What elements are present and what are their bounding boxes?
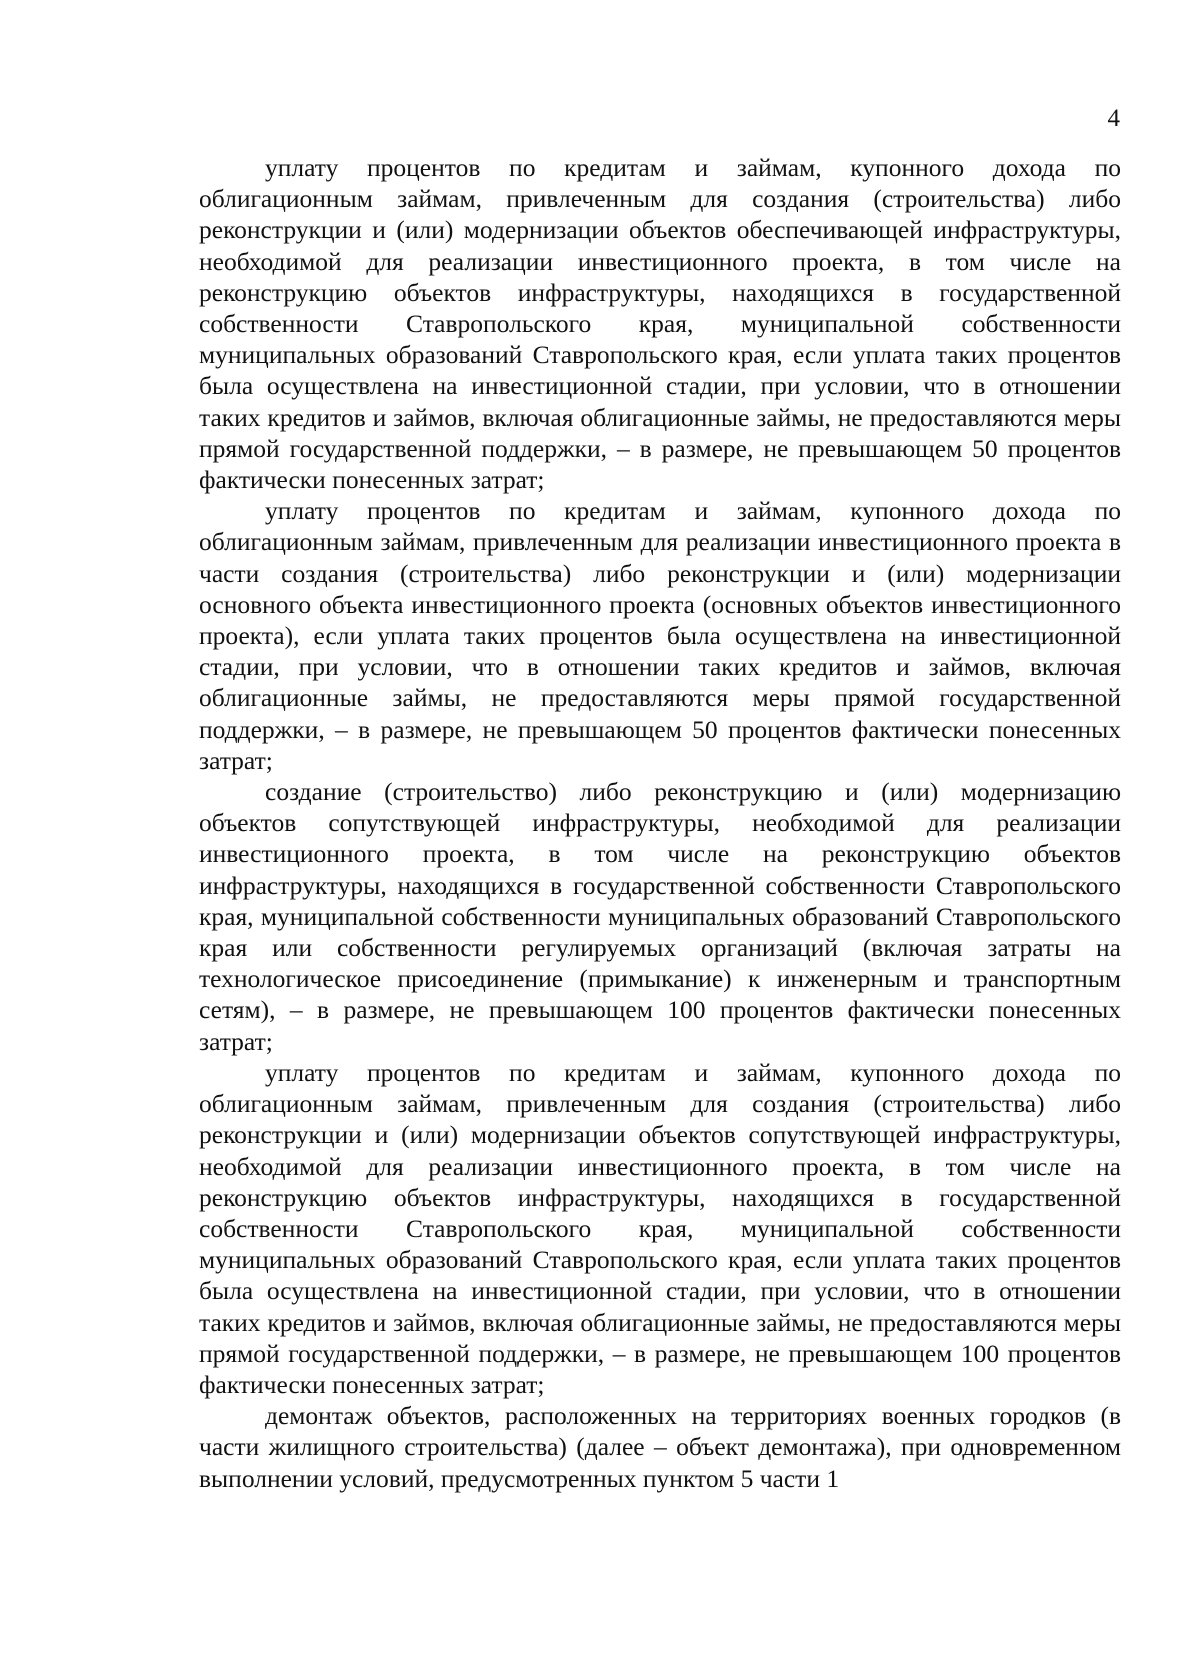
paragraph: уплату процентов по кредитам и займам, купонного дохода по облигационным займам, привлеченным для создания (строительства) либо реконструкции и (или) модернизации объектов сопутствующей инфраструктуры, необходимой для реализации инвестиционного проекта, в том числе на реконструкцию объектов инфраструктуры, находящихся в государственной собственности Ставропольского края, муниципальной собственности муниципальных образований Ставропольского края, если уплата таких процентов была осуществлена на инвестиционной стадии, при условии, что в отношении таких кредитов и займов, включая облигационные займы, не предоставляются меры прямой государственной поддержки, – в размере, не превышающем 100 процентов фактически понесенных затрат; — [199, 1057, 1121, 1399]
paragraph: демонтаж объектов, расположенных на территориях военных городков (в части жилищного строительства) (далее – объект демонтажа), при одновременном выполнении условий, предусмотренных пунктом 5 части 1 — [199, 1401, 1121, 1493]
document-body — [199, 152, 1121, 1494]
page-number: 4 — [1107, 105, 1120, 132]
paragraph: уплату процентов по кредитам и займам, купонного дохода по облигационным займам, привлеченным для создания (строительства) либо реконструкции и (или) модернизации объектов обеспечивающей инфраструктуры, необходимой для реализации инвестиционного проекта, в том числе на реконструкцию объектов инфраструктуры, находящихся в государственной собственности Ставропольского края, муниципальной собственности муниципальных образований Ставропольского края, если уплата таких процентов была осуществлена на инвестиционной стадии, при условии, что в отношении таких кредитов и займов, включая облигационные займы, не предоставляются меры прямой государственной поддержки, – в размере, не превышающем 50 процентов фактически понесенных затрат; — [199, 153, 1121, 495]
paragraph: создание (строительство) либо реконструкцию и (или) модернизацию объектов сопутствующей инфраструктуры, необходимой для реализации инвестиционного проекта, в том числе на реконструкцию объектов инфраструктуры, находящихся в государственной собственности Ставропольского края, муниципальной собственности муниципальных образований Ставропольского края или собственности регулируемых организаций (включая затраты на технологическое присоединение (примыкание) к инженерным и транспортным сетям), – в размере, не превышающем 100 процентов фактически понесенных затрат; — [199, 777, 1121, 1056]
paragraph: уплату процентов по кредитам и займам, купонного дохода по облигационным займам, привлеченным для реализации инвестиционного проекта в части создания (строительства) либо реконструкции и (или) модернизации основного объекта инвестиционного проекта (основных объектов инвестиционного проекта), если уплата таких процентов была осуществлена на инвестиционной стадии, при условии, что в отношении таких кредитов и займов, включая облигационные займы, не предоставляются меры прямой государственной поддержки, – в размере, не превышающем 50 процентов фактически понесенных затрат; — [199, 496, 1121, 775]
